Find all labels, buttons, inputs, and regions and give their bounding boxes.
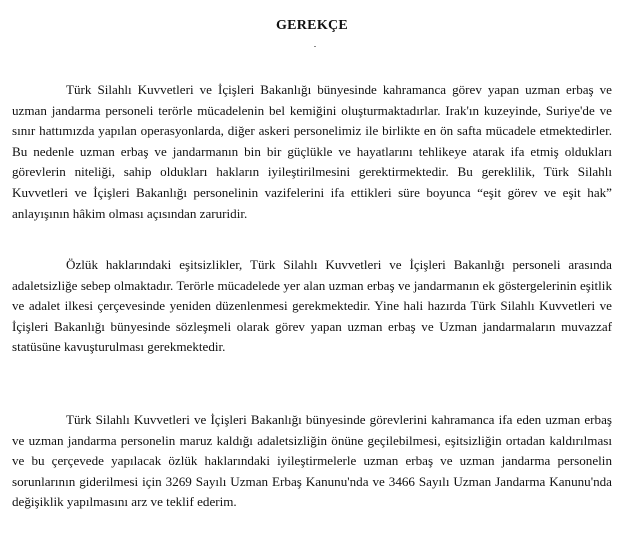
paragraph-1: Türk Silahlı Kuvvetleri ve İçişleri Bakanlığı bünyesinde kahramanca görev yapan uzman erbaş ve uzman jandarma personeli terörle mücadelenin bel kemiğini oluşturmaktadırlar. Irak'ın kuzeyinde, Suriye'de ve sınır hattımızda yapılan operasyonlarda, diğer askeri personelimiz ile birlikte en ön safta mücadele etmektedirler. Bu nedenle uzman erbaş ve jandarmanın bin bir güçlükle ve hayatlarını tehlikeye atarak ifa etmiş oldukları görevlerin niteliği, sahip oldukları hakların iyileştirilmesini gerektirmektedir. Bu gereklilik, Türk Silahlı Kuvvetleri ve İçişleri Bakanlığı personelinin vazifelerini ifa ettikleri süre boyunca “eşit görev ve eşit hak” anlayışının hâkim olması açısından zaruridir. — [12, 82, 612, 221]
scan-mark — [314, 46, 316, 47]
document-title: GEREKÇE — [275, 18, 349, 33]
paragraph-2: Özlük haklarındaki eşitsizlikler, Türk Silahlı Kuvvetleri ve İçişleri Bakanlığı personeli arasında adaletsizliğe sebep olmaktadır. Terörle mücadelede yer alan uzman erbaş ve jandarmanın ek göstergelerinin eşitlik ve adalet ilkesi çerçevesinde yeniden düzenlenmesi gerekmektedir. Yine hali hazırda Türk Silahlı Kuvvetleri ve İçişleri Bakanlığı bünyesinde sözleşmeli olarak görev yapan uzman erbaş ve Uzman jandarmaların muvazzaf statüsüne kavuşturulması gerekmektedir. — [12, 257, 612, 355]
paragraph-3: Türk Silahlı Kuvvetleri ve İçişleri Bakanlığı bünyesinde görevlerini kahramanca ifa eden uzman erbaş ve uzman jandarma personelin maruz kaldığı adaletsizliğin önüne geçilebilmesi, eşitsizliğin ortadan kaldırılması ve bu çerçevede yapılacak özlük haklarındaki iyileştirmelerle uzman erbaş ve uzman jandarma personelin sorunlarının giderilmesi için 3269 Sayılı Uzman Erbaş Kanunu'nda ve 3466 Sayılı Uzman Jandarma Kanunu'nda değişiklik yapılmasını arz ve teklif ederim. — [12, 412, 612, 510]
